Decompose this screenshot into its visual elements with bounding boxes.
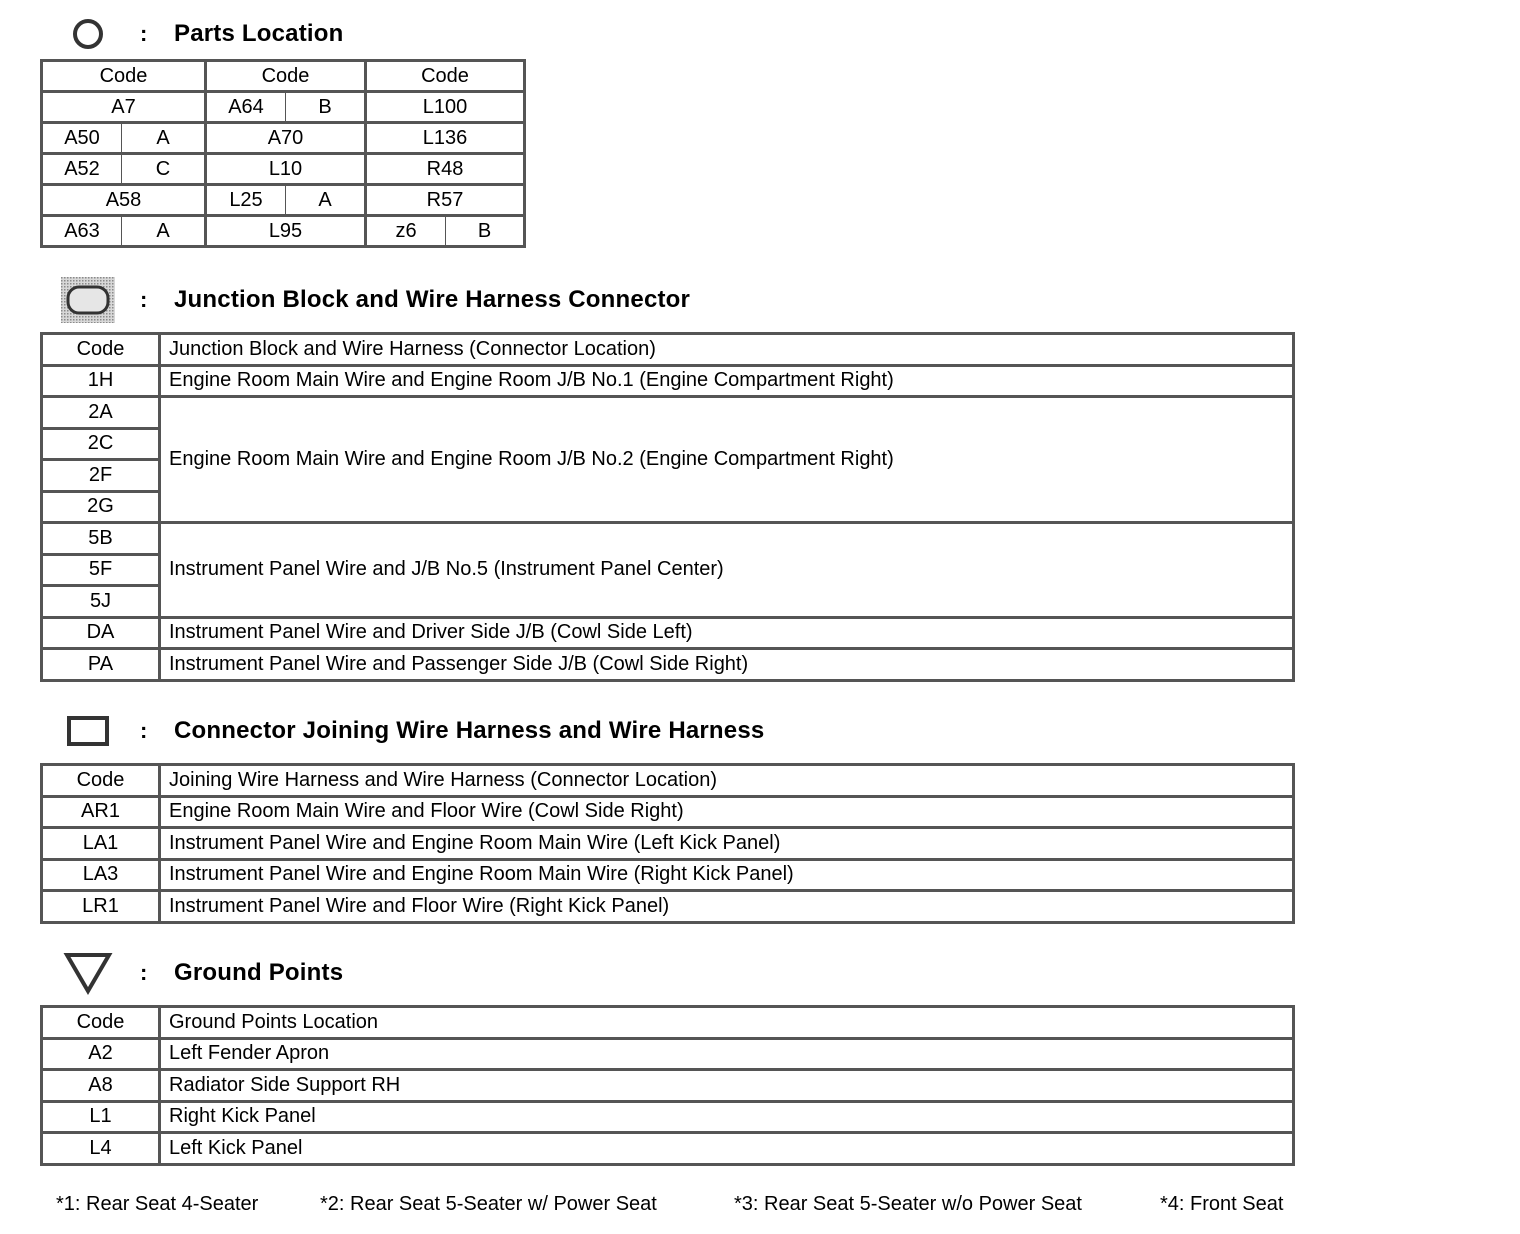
code-cell: 2C [42, 428, 160, 460]
code-cell: LR1 [42, 891, 160, 923]
part-code-cell: A7 [42, 92, 206, 123]
part-code-cell: A70 [206, 123, 366, 154]
code-cell: 5F [42, 554, 160, 586]
column-header-description: Junction Block and Wire Harness (Connector Location) [160, 334, 1294, 366]
table-row [42, 1133, 1294, 1165]
code-cell: A2 [42, 1038, 160, 1070]
ground-points-table [40, 1005, 1295, 1166]
connector-joining-table [40, 763, 1295, 924]
footnote: *3: Rear Seat 5-Seater w/o Power Seat [734, 1193, 1082, 1215]
description-cell: Instrument Panel Wire and Engine Room Main Wire (Right Kick Panel) [160, 859, 1294, 891]
junction-block-heading [60, 280, 690, 320]
column-header-description: Joining Wire Harness and Wire Harness (Connector Location) [160, 765, 1294, 797]
description-cell: Left Kick Panel [160, 1133, 1294, 1165]
part-variant-cell: B [446, 216, 525, 247]
table-row [42, 649, 1294, 681]
code-cell: LA3 [42, 859, 160, 891]
table-row [42, 185, 525, 216]
table-row [42, 92, 525, 123]
footnote: *4: Front Seat [1160, 1193, 1284, 1215]
code-cell: 2G [42, 491, 160, 523]
triangle-icon [60, 953, 116, 993]
colon: : [140, 718, 148, 743]
part-code-cell: A52 [42, 154, 122, 185]
code-cell: AR1 [42, 796, 160, 828]
part-code-cell: L25 [206, 185, 286, 216]
ground-points-heading [60, 953, 343, 993]
part-variant-cell: A [286, 185, 366, 216]
part-code-cell: A58 [42, 185, 206, 216]
footnotes [56, 1193, 1283, 1216]
description-cell: Instrument Panel Wire and J/B No.5 (Instrument Panel Center) [160, 523, 1294, 618]
part-variant-cell: A [122, 216, 206, 247]
section-title: Parts Location [174, 20, 344, 47]
table-row [42, 891, 1294, 923]
code-cell: 5J [42, 586, 160, 618]
footnote: *1: Rear Seat 4-Seater [56, 1193, 259, 1215]
section-title: Ground Points [174, 959, 344, 986]
column-header-code: Code [42, 334, 160, 366]
junction-block-table [40, 332, 1295, 682]
footnote: *2: Rear Seat 5-Seater w/ Power Seat [320, 1193, 657, 1215]
part-code-cell: L95 [206, 216, 366, 247]
colon: : [140, 21, 148, 46]
description-cell: Radiator Side Support RH [160, 1070, 1294, 1102]
table-row [42, 123, 525, 154]
description-cell: Instrument Panel Wire and Passenger Side J/B (Cowl Side Right) [160, 649, 1294, 681]
part-code-cell: A64 [206, 92, 286, 123]
table-row [42, 1101, 1294, 1133]
column-header: Code [42, 61, 206, 92]
part-code-cell: L136 [366, 123, 525, 154]
table-header-row [42, 334, 1294, 366]
part-code-cell: R57 [366, 185, 525, 216]
junction-block-icon [60, 280, 116, 320]
table-row [42, 617, 1294, 649]
description-cell: Instrument Panel Wire and Driver Side J/B (Cowl Side Left) [160, 617, 1294, 649]
description-cell: Instrument Panel Wire and Floor Wire (Right Kick Panel) [160, 891, 1294, 923]
circle-icon [60, 14, 116, 54]
description-cell: Engine Room Main Wire and Engine Room J/B No.1 (Engine Compartment Right) [160, 365, 1294, 397]
code-cell: PA [42, 649, 160, 681]
column-header: Code [366, 61, 525, 92]
description-cell: Right Kick Panel [160, 1101, 1294, 1133]
column-header-code: Code [42, 1007, 160, 1039]
column-header: Code [206, 61, 366, 92]
code-cell: A8 [42, 1070, 160, 1102]
section-title: Junction Block and Wire Harness Connector [174, 286, 691, 313]
table-row [42, 1070, 1294, 1102]
part-code-cell: L100 [366, 92, 525, 123]
table-row [42, 216, 525, 247]
table-row [42, 365, 1294, 397]
part-variant-cell: A [122, 123, 206, 154]
code-cell: LA1 [42, 828, 160, 860]
part-code-cell: R48 [366, 154, 525, 185]
table-row [42, 154, 525, 185]
part-code-cell: A50 [42, 123, 122, 154]
part-variant-cell: B [286, 92, 366, 123]
section-title: Connector Joining Wire Harness and Wire Harness [174, 717, 765, 744]
table-header-row [42, 1007, 1294, 1039]
column-header-code: Code [42, 765, 160, 797]
description-cell: Engine Room Main Wire and Engine Room J/B No.2 (Engine Compartment Right) [160, 397, 1294, 523]
description-cell: Left Fender Apron [160, 1038, 1294, 1070]
table-row [42, 828, 1294, 860]
table-header-row [42, 765, 1294, 797]
part-code-cell: A63 [42, 216, 122, 247]
description-cell: Engine Room Main Wire and Floor Wire (Cowl Side Right) [160, 796, 1294, 828]
code-cell: DA [42, 617, 160, 649]
parts-location-table [40, 59, 526, 248]
code-cell: L1 [42, 1101, 160, 1133]
connector-joining-heading [60, 711, 764, 751]
table-row [42, 796, 1294, 828]
description-cell: Instrument Panel Wire and Engine Room Main Wire (Left Kick Panel) [160, 828, 1294, 860]
parts-location-heading [60, 14, 344, 54]
column-header-description: Ground Points Location [160, 1007, 1294, 1039]
table-row [42, 859, 1294, 891]
table-row [42, 523, 1294, 555]
code-cell: L4 [42, 1133, 160, 1165]
code-cell: 5B [42, 523, 160, 555]
rectangle-icon [60, 711, 116, 751]
table-row [42, 1038, 1294, 1070]
code-cell: 1H [42, 365, 160, 397]
table-header-row [42, 61, 525, 92]
part-code-cell: L10 [206, 154, 366, 185]
code-cell: 2A [42, 397, 160, 429]
part-code-cell: z6 [366, 216, 446, 247]
part-variant-cell: C [122, 154, 206, 185]
code-cell: 2F [42, 460, 160, 492]
table-row [42, 397, 1294, 429]
colon: : [140, 287, 148, 312]
colon: : [140, 960, 148, 985]
